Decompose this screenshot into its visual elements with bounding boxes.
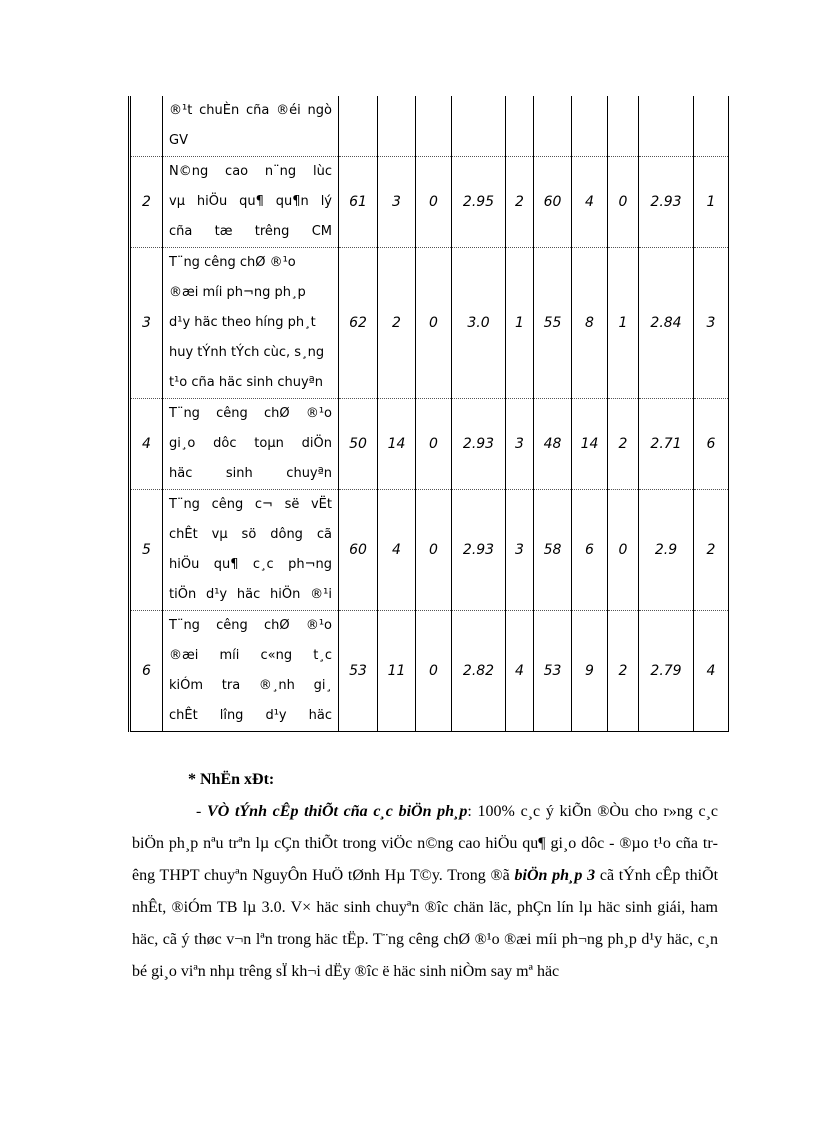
value-cell: 1 xyxy=(608,248,639,399)
value-cell: 4 xyxy=(506,611,534,732)
description-line: vµ hiÖu qu¶ qu¶n lý xyxy=(169,194,332,209)
value-cell xyxy=(694,96,729,157)
value-cell: 60 xyxy=(534,157,572,248)
measure-description xyxy=(163,611,339,732)
description-line: häc sinh chuyªn xyxy=(169,466,332,481)
value-cell xyxy=(506,96,534,157)
value-cell: 48 xyxy=(534,399,572,490)
table-row xyxy=(130,490,729,611)
value-cell xyxy=(339,96,378,157)
value-cell: 0 xyxy=(416,248,452,399)
value-cell: 3 xyxy=(506,490,534,611)
measure-description xyxy=(163,399,339,490)
description-line: tiÖn d¹y häc hiÖn ®¹i xyxy=(169,587,332,602)
value-cell: 2.93 xyxy=(452,399,506,490)
measure-description xyxy=(163,157,339,248)
value-cell: 2.9 xyxy=(639,490,694,611)
value-cell: 6 xyxy=(572,490,608,611)
table-body xyxy=(130,96,729,732)
description-line: T¨ng cêng chØ ®¹o xyxy=(169,255,296,270)
value-cell: 2.93 xyxy=(639,157,694,248)
description-line: huy tÝnh tÝch cùc, s¸ng xyxy=(169,345,325,360)
value-cell xyxy=(416,96,452,157)
description-line: gi¸o dôc toµn diÖn xyxy=(169,436,332,451)
value-cell: 53 xyxy=(534,611,572,732)
value-cell: 2.95 xyxy=(452,157,506,248)
table-row xyxy=(130,157,729,248)
value-cell: 6 xyxy=(694,399,729,490)
row-number: 6 xyxy=(130,611,163,732)
value-cell xyxy=(378,96,416,157)
description-line: cña tæ trêng CM xyxy=(169,224,332,239)
description-line: hiÖu qu¶ c¸c ph¬ng xyxy=(169,557,332,572)
description-line: t¹o cña häc sinh chuyªn xyxy=(169,375,324,390)
description-line: T¨ng cêng chØ ®¹o xyxy=(169,406,332,421)
value-cell: 58 xyxy=(534,490,572,611)
value-cell: 8 xyxy=(572,248,608,399)
notes-paragraph xyxy=(132,796,718,988)
value-cell: 2.71 xyxy=(639,399,694,490)
value-cell: 0 xyxy=(416,611,452,732)
value-cell: 11 xyxy=(378,611,416,732)
notes-highlight: biÖn ph¸p 3 xyxy=(514,867,596,884)
row-number: 2 xyxy=(130,157,163,248)
value-cell: 2 xyxy=(506,157,534,248)
value-cell: 3 xyxy=(506,399,534,490)
description-line: d¹y häc theo híng ph¸t xyxy=(169,315,316,330)
value-cell: 3 xyxy=(694,248,729,399)
value-cell: 2.84 xyxy=(639,248,694,399)
value-cell: 0 xyxy=(608,490,639,611)
table-row xyxy=(130,611,729,732)
value-cell: 2 xyxy=(378,248,416,399)
value-cell: 62 xyxy=(339,248,378,399)
notes-section xyxy=(132,764,718,988)
description-line: T¨ng cêng c¬ së vËt xyxy=(169,497,332,512)
description-line: GV xyxy=(169,133,188,148)
value-cell xyxy=(452,96,506,157)
value-cell: 60 xyxy=(339,490,378,611)
notes-text: : 100% c¸c ý kiÕn ®Òu cho r»ng c¸c biÖn ph¸p nªu trªn lµ cÇn thiÕt trong viÖc n©ng cao hiÖu qu¶ gi¸o dôc - ®µo t¹o cña trêng THPT chuyªn NguyÔn HuÖ tØnh Hµ T©y. Trong ®ã xyxy=(132,803,718,884)
row-number: 5 xyxy=(130,490,163,611)
value-cell: 2.79 xyxy=(639,611,694,732)
description-line: kiÓm tra ®¸nh gi¸ xyxy=(169,678,332,693)
description-line: ®æi míi c«ng t¸c xyxy=(169,648,332,663)
value-cell: 3.0 xyxy=(452,248,506,399)
measure-description xyxy=(163,248,339,399)
description-line: chÊt vµ sö dông cã xyxy=(169,527,332,542)
value-cell: 0 xyxy=(608,157,639,248)
value-cell: 2 xyxy=(608,399,639,490)
notes-title: VÒ tÝnh cÊp thiÕt cña c¸c biÖn ph¸p xyxy=(207,803,468,820)
value-cell: 53 xyxy=(339,611,378,732)
value-cell: 4 xyxy=(378,490,416,611)
value-cell: 9 xyxy=(572,611,608,732)
value-cell: 61 xyxy=(339,157,378,248)
measure-description xyxy=(163,96,339,157)
notes-heading: * NhËn xÐt: xyxy=(188,771,275,788)
value-cell: 14 xyxy=(378,399,416,490)
value-cell: 0 xyxy=(416,490,452,611)
row-number: 3 xyxy=(130,248,163,399)
value-cell: 0 xyxy=(416,399,452,490)
description-line: ®¹t chuÈn cña ®éi ngò xyxy=(169,103,332,118)
row-number xyxy=(130,96,163,157)
table-row xyxy=(130,248,729,399)
measure-description xyxy=(163,490,339,611)
value-cell: 50 xyxy=(339,399,378,490)
value-cell: 4 xyxy=(572,157,608,248)
value-cell xyxy=(572,96,608,157)
value-cell: 14 xyxy=(572,399,608,490)
value-cell: 2 xyxy=(694,490,729,611)
evaluation-table xyxy=(128,96,729,732)
description-line: N©ng cao n¨ng lùc xyxy=(169,164,332,179)
table-row xyxy=(130,399,729,490)
description-line: T¨ng cêng chØ ®¹o xyxy=(169,618,332,633)
value-cell: 4 xyxy=(694,611,729,732)
value-cell: 0 xyxy=(416,157,452,248)
value-cell: 1 xyxy=(506,248,534,399)
notes-prefix: - xyxy=(196,803,208,820)
value-cell xyxy=(639,96,694,157)
value-cell: 55 xyxy=(534,248,572,399)
table-row xyxy=(130,96,729,157)
value-cell: 1 xyxy=(694,157,729,248)
value-cell xyxy=(534,96,572,157)
value-cell: 2.82 xyxy=(452,611,506,732)
row-number: 4 xyxy=(130,399,163,490)
value-cell xyxy=(608,96,639,157)
notes-rest: cã tÝnh cÊp thiÕt nhÊt, ®iÓm TB lµ 3.0. V× häc sinh chuyªn ®îc chän läc, phÇn lín lµ häc sinh giái, ham häc, cã ý thøc v¬n lªn trong häc tËp. T¨ng cêng chØ ®¹o ®æi míi ph¬ng ph¸p d¹y häc, c¸n bé gi¸o viªn nhµ trêng sÏ kh¬i dËy ®îc ë häc sinh niÒm say mª häc xyxy=(132,867,719,980)
value-cell: 2 xyxy=(608,611,639,732)
description-line: chÊt lîng d¹y häc xyxy=(169,708,332,723)
value-cell: 2.93 xyxy=(452,490,506,611)
value-cell: 3 xyxy=(378,157,416,248)
description-line: ®æi míi ph¬ng ph¸p xyxy=(169,285,306,300)
